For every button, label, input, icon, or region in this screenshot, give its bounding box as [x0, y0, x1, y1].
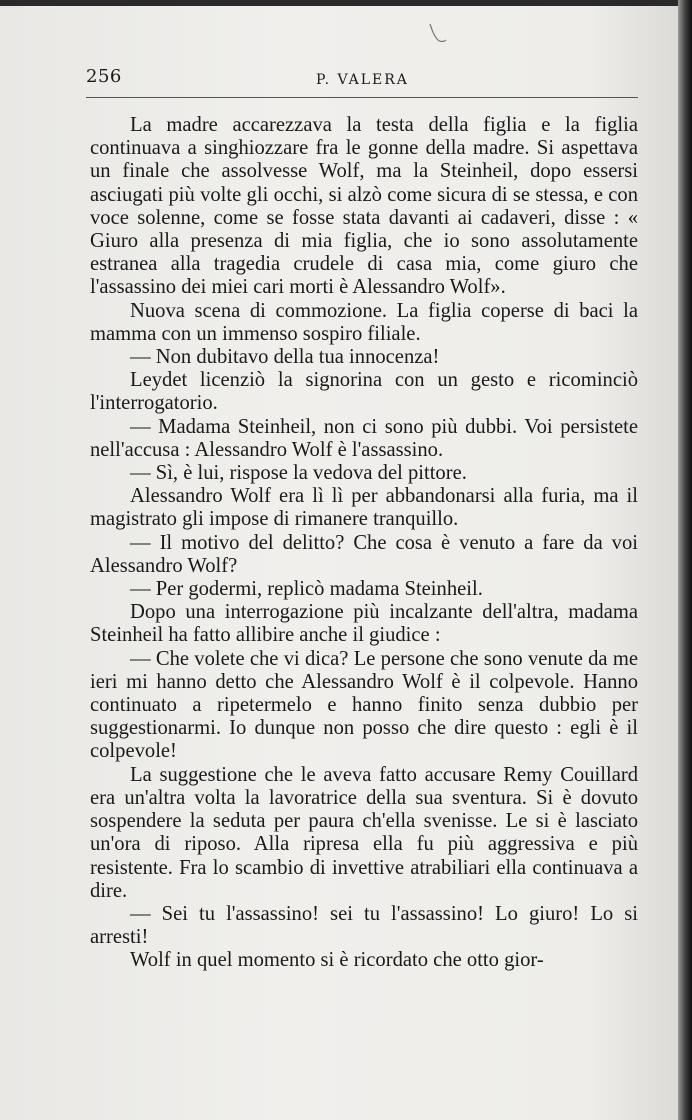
paragraph: Alessandro Wolf era lì lì per abbandonarsi alla furia, ma il magistrato gli impose di rimanere tranquillo. — [90, 485, 638, 531]
body-text — [90, 114, 638, 973]
scan-top-edge — [0, 0, 692, 6]
paragraph: Wolf in quel momento si è ricordato che otto gior- — [130, 949, 544, 972]
page-number: 256 — [86, 66, 122, 87]
running-head: P. VALERA — [316, 72, 409, 88]
paragraph: Leydet licenziò la signorina con un gesto e ricominciò l'interrogatorio. — [90, 369, 638, 415]
paragraph: — Sì, è lui, rispose la vedova del pittore. — [130, 462, 467, 485]
paragraph: Nuova scena di commozione. La figlia coperse di baci la mamma con un immenso sospiro filiale. — [90, 299, 638, 345]
paragraph: La madre accarezzava la testa della figlia e la figlia continuava a singhiozzare fra le gonne della madre. Si aspettava un finale che assolvesse Wolf, ma la Steinheil, dopo essersi asciugati più volte gli occhi, si alzò come sicura di se stessa, e con voce solenne, come se fosse stata davanti ai cadaveri, disse : « Giuro alla presenza di mia figlia, che io sono assolutamente estranea alla tragedia crudele di casa mia, come giuro che l'assassino dei miei cari morti è Alessandro Wolf». — [90, 114, 638, 299]
paragraph: La suggestione che le aveva fatto accusare Remy Couillard era un'altra volta la lavoratrice della sua sventura. Si è dovuto sospendere la seduta per paura ch'ella svenisse. Le si è lasciato un'ora di riposo. Alla ripresa ella fu più aggressiva e più resistente. Fra lo scambio di invettive atrabiliari ella continuava a dire. — [90, 763, 638, 902]
header-rule — [86, 97, 638, 98]
pencil-mark — [426, 22, 452, 48]
paragraph: — Che volete che vi dica? Le persone che sono venute da me ieri mi hanno detto che Alessandro Wolf è il colpevole. Hanno continuato a ripetermelo e hanno finito senza dubbio per suggestionarmi. Io dunque non posso che dire questo : egli è il colpevole! — [90, 647, 638, 763]
scan-right-edge — [678, 0, 692, 1120]
paragraph: Dopo una interrogazione più incalzante dell'altra, madama Steinheil ha fatto allibire anche il giudice : — [90, 601, 638, 647]
paragraph: — Non dubitavo della tua innocenza! — [130, 346, 440, 369]
paragraph: — Il motivo del delitto? Che cosa è venuto a fare da voi Alessandro Wolf? — [90, 531, 638, 577]
paragraph: — Sei tu l'assassino! sei tu l'assassino! Lo giuro! Lo si arresti! — [90, 902, 638, 949]
paragraph: — Madama Steinheil, non ci sono più dubbi. Voi persistete nell'accusa : Alessandro Wolf è l'assassino. — [90, 415, 638, 461]
paragraph: — Per godermi, replicò madama Steinheil. — [130, 578, 483, 601]
